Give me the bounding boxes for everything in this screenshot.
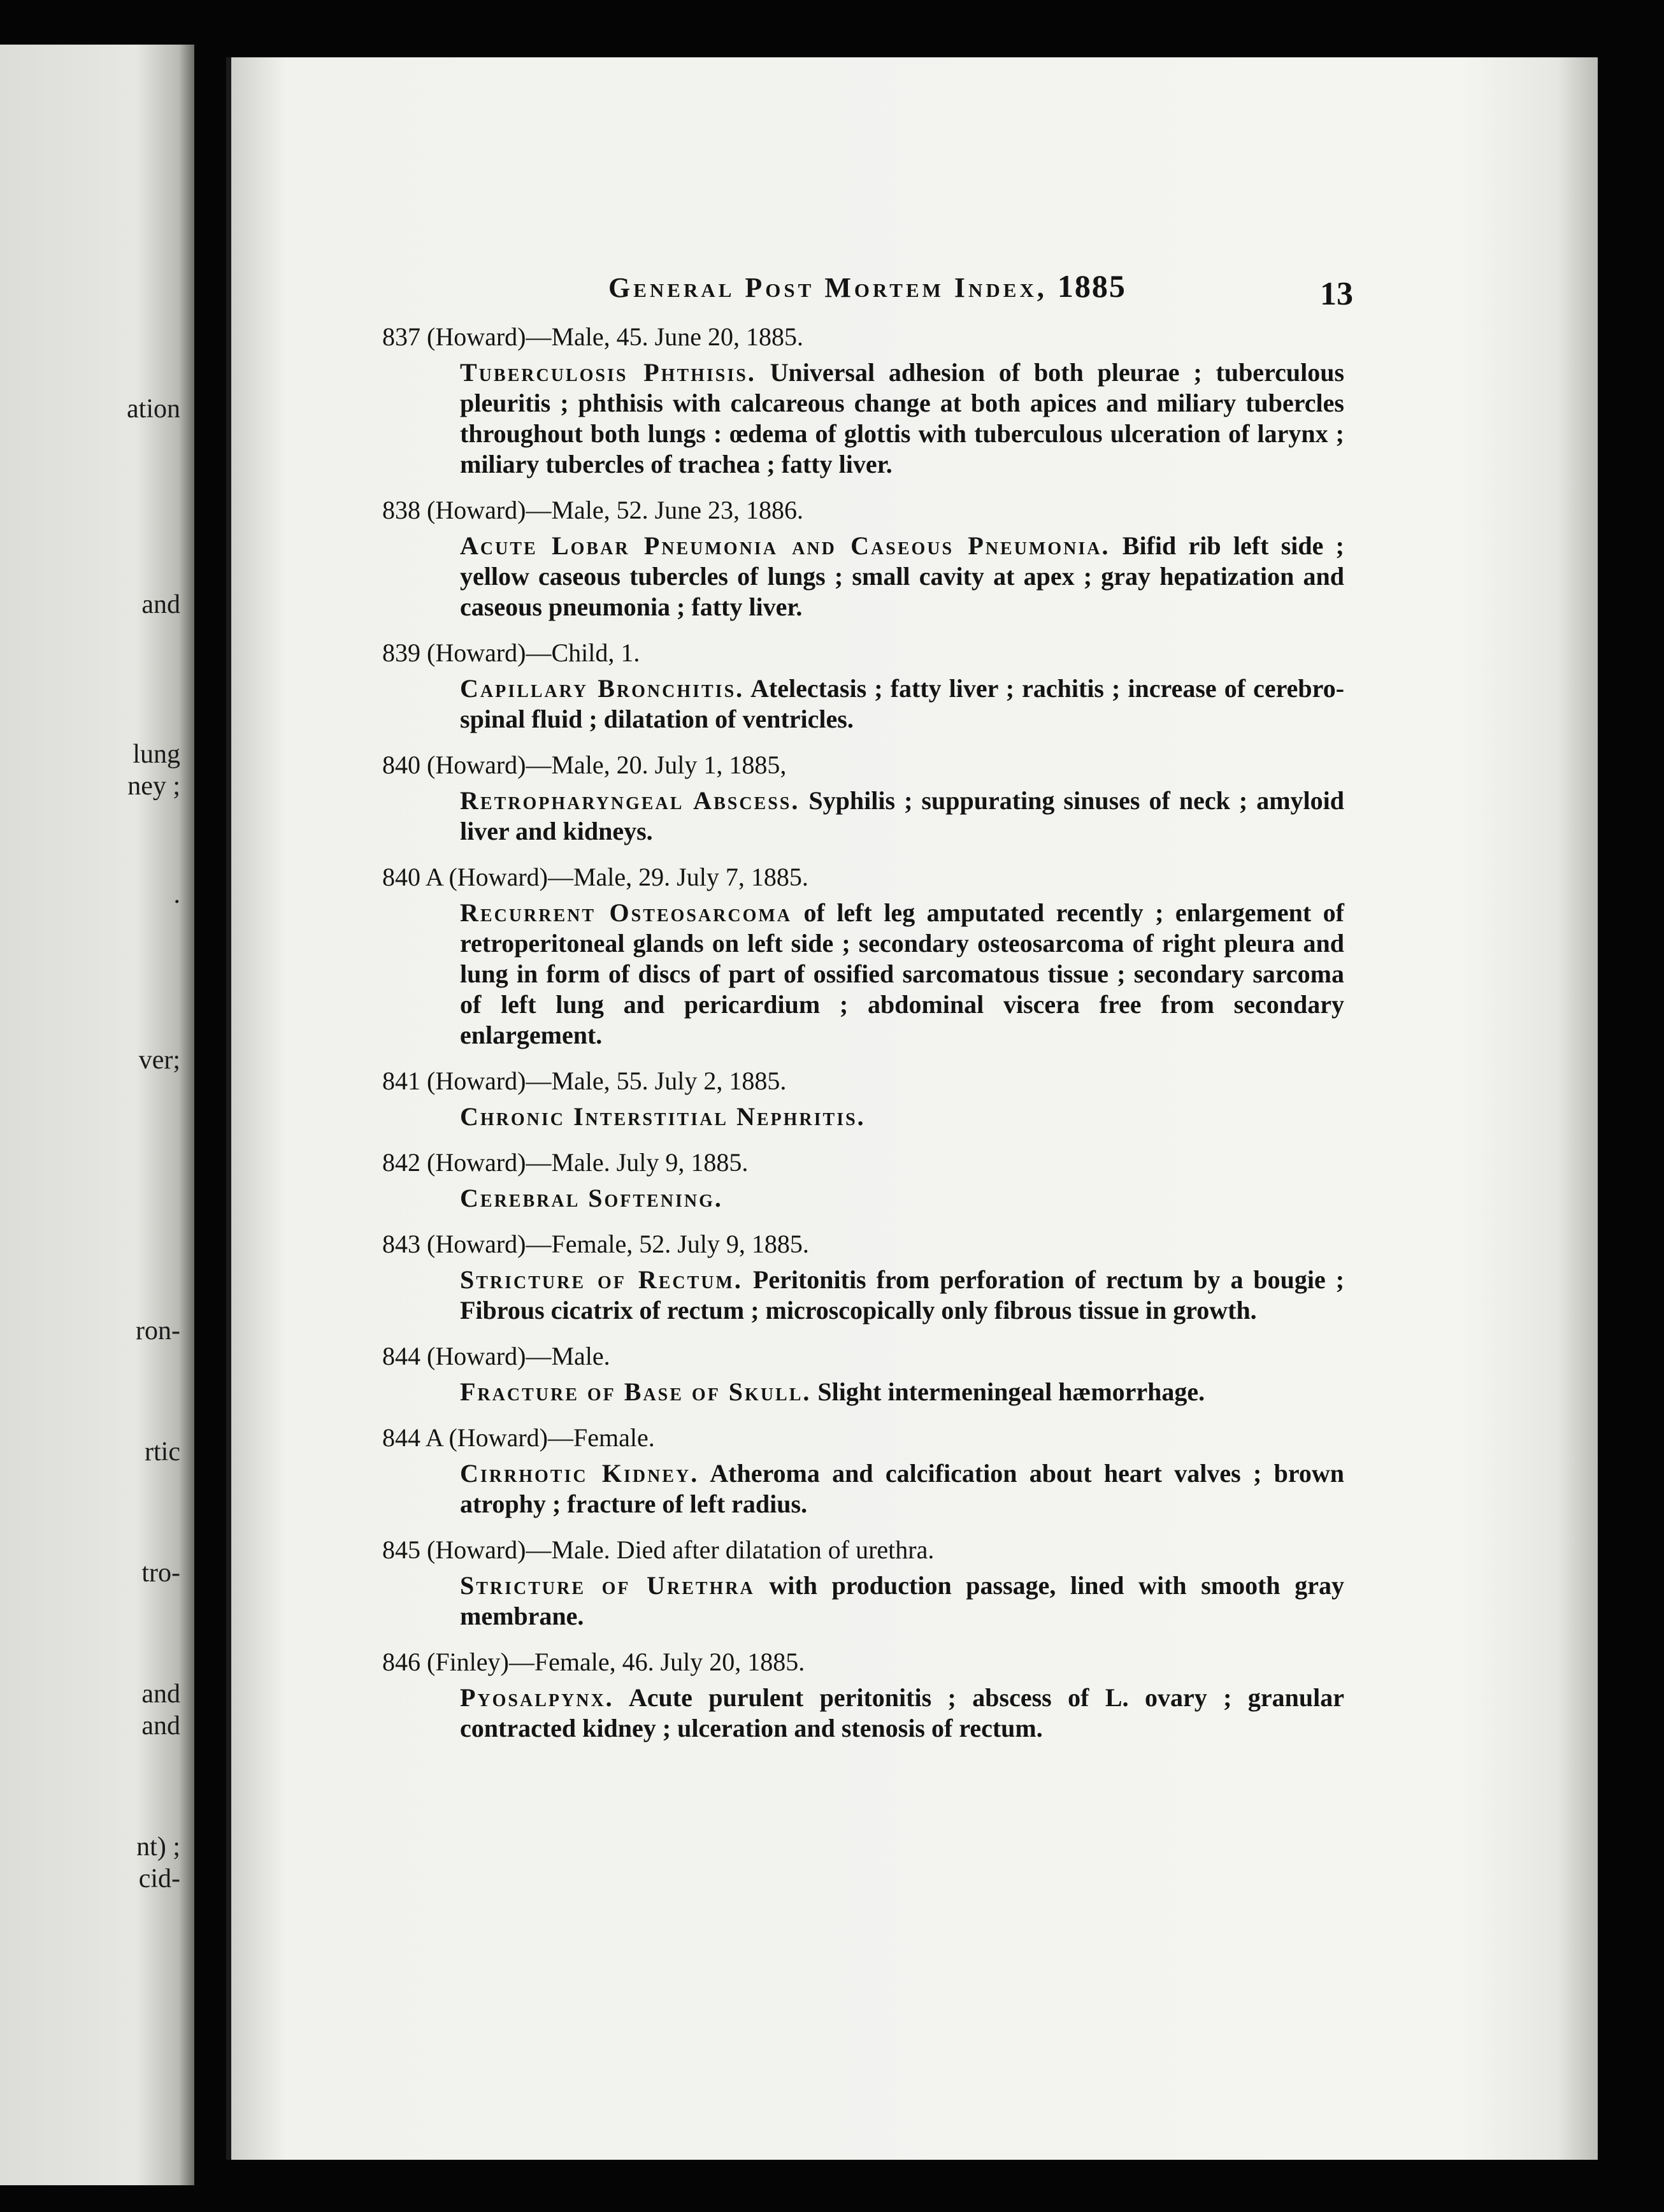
entry-842	[382, 1147, 1344, 1214]
entry-heading: 844 A (Howard)—Female.	[382, 1423, 655, 1452]
entry-838	[382, 495, 1344, 622]
entry-body	[460, 673, 1344, 735]
left-page-fragment: ney ;	[127, 772, 180, 801]
entry-text: Slight intermeningeal hæmorrhage.	[817, 1377, 1205, 1406]
header-title: General Post Mortem Index,	[608, 272, 1047, 303]
entry-diagnosis: Tuberculosis Phthisis.	[460, 358, 756, 387]
entry-text: Universal adhesion of both pleurae ; tuberculous pleuritis ; phthisis with calcareous change at both apices and miliary tubercles throughout both lungs : œdema of glottis with tuberculous ulceration of larynx ; miliary tubercles of trachea ; fatty liver.	[460, 358, 1345, 478]
page-number: 13	[1320, 276, 1353, 312]
entry-body	[460, 1265, 1344, 1326]
entry-heading: 841 (Howard)—Male, 55. July 2, 1885.	[382, 1066, 787, 1095]
entry-heading: 837 (Howard)—Male, 45. June 20, 1885.	[382, 322, 803, 351]
entry-heading: 840 (Howard)—Male, 20. July 1, 1885,	[382, 750, 787, 779]
entry-body	[460, 531, 1344, 622]
entry-840	[382, 750, 1344, 847]
left-page-fragment: nt) ;	[136, 1832, 180, 1862]
entry-diagnosis: Retropharyngeal Abscess.	[460, 786, 800, 815]
entry-840a	[382, 862, 1344, 1051]
entry-841	[382, 1066, 1344, 1132]
entry-body	[460, 1683, 1344, 1744]
left-page-fragment: ation	[127, 394, 180, 424]
entry-body	[460, 786, 1344, 847]
entry-text: Atelectasis ; fatty liver ; rachitis ; increase of cerebro-spinal fluid ; dilatation of ventricles.	[460, 674, 1345, 733]
entry-body	[460, 1377, 1344, 1407]
entry-diagnosis: Pyosalpynx.	[460, 1683, 614, 1712]
entry-body	[460, 1458, 1344, 1519]
entry-837	[382, 322, 1344, 480]
left-page-fragment: rtic	[145, 1437, 180, 1467]
entry-heading: 839 (Howard)—Child, 1.	[382, 638, 640, 667]
entry-body	[460, 1183, 1344, 1214]
entry-heading: 842 (Howard)—Male. July 9, 1885.	[382, 1148, 749, 1177]
entry-text: Atheroma and calcification about heart valves ; brown atrophy ; fracture of left radius.	[460, 1459, 1344, 1518]
entry-text: Acute purulent peritonitis ; abscess of L. ovary ; granular contracted kidney ; ulceration and stenosis of rectum.	[460, 1683, 1344, 1742]
entry-heading: 844 (Howard)—Male.	[382, 1342, 610, 1370]
entry-text: Bifid rib left side ; yellow caseous tubercles of lungs ; small cavity at apex ; gray hepatization and caseous pneumonia ; fatty liver.	[460, 531, 1345, 621]
left-page-fragment: ver;	[138, 1045, 180, 1075]
entry-diagnosis: Cerebral Softening.	[460, 1184, 723, 1212]
entry-heading: 838 (Howard)—Male, 52. June 23, 1886.	[382, 496, 803, 524]
header-year: 1885	[1057, 268, 1126, 304]
entry-diagnosis: Cirrhotic Kidney.	[460, 1459, 699, 1488]
left-page	[0, 45, 194, 2185]
left-page-fragment: and	[141, 1679, 180, 1709]
entry-heading: 845 (Howard)—Male. Died after dilatation of urethra.	[382, 1535, 935, 1564]
entry-body	[460, 357, 1344, 480]
entry-text: Peritonitis from perforation of rectum by a bougie ; Fibrous cicatrix of rectum ; microscopically only fibrous tissue in growth.	[460, 1265, 1345, 1325]
entry-843	[382, 1229, 1344, 1326]
entry-list	[382, 322, 1344, 1759]
entry-body	[460, 898, 1344, 1051]
entry-844	[382, 1341, 1344, 1407]
entry-844a	[382, 1423, 1344, 1519]
entry-text: with production passage, lined with smooth gray membrane.	[460, 1571, 1345, 1630]
running-header	[608, 268, 1126, 305]
left-page-fragment: tro-	[141, 1558, 180, 1588]
entry-diagnosis: Chronic Interstitial Nephritis.	[460, 1102, 866, 1131]
entry-diagnosis: Capillary Bronchitis.	[460, 674, 745, 703]
entry-diagnosis: Fracture of Base of Skull.	[460, 1377, 812, 1406]
entry-heading: 846 (Finley)—Female, 46. July 20, 1885.	[382, 1648, 805, 1676]
entry-body	[460, 1102, 1344, 1132]
left-page-fragment: cid-	[138, 1864, 180, 1893]
left-page-fragment: and	[141, 1711, 180, 1741]
entry-diagnosis: Stricture of Urethra	[460, 1571, 755, 1600]
entry-846	[382, 1647, 1344, 1744]
left-page-fragment: lung	[133, 740, 180, 769]
left-page-fragment: and	[141, 590, 180, 619]
left-page-fragment: .	[173, 880, 180, 909]
entry-845	[382, 1535, 1344, 1632]
entry-diagnosis: Acute Lobar Pneumonia and Caseous Pneumonia.	[460, 531, 1110, 560]
left-page-fragment: ron-	[136, 1316, 180, 1346]
entry-839	[382, 638, 1344, 735]
entry-heading: 843 (Howard)—Female, 52. July 9, 1885.	[382, 1230, 809, 1258]
entry-diagnosis: Stricture of Rectum.	[460, 1265, 743, 1294]
entry-text: Syphilis ; suppurating sinuses of neck ; amyloid liver and kidneys.	[460, 786, 1345, 845]
entry-heading: 840 A (Howard)—Male, 29. July 7, 1885.	[382, 863, 808, 891]
entry-body	[460, 1570, 1344, 1632]
entry-diagnosis: Recurrent Osteosarcoma	[460, 898, 792, 927]
entry-text: of left leg amputated recently ; enlargement of retroperitoneal glands on left side ; secondary osteosarcoma of right pleura and lung in form of discs of part of ossified sarcomatous tissue ; secondary sarcoma of left lung and pericardium ; abdominal viscera free from secondary enlargement.	[460, 898, 1344, 1049]
